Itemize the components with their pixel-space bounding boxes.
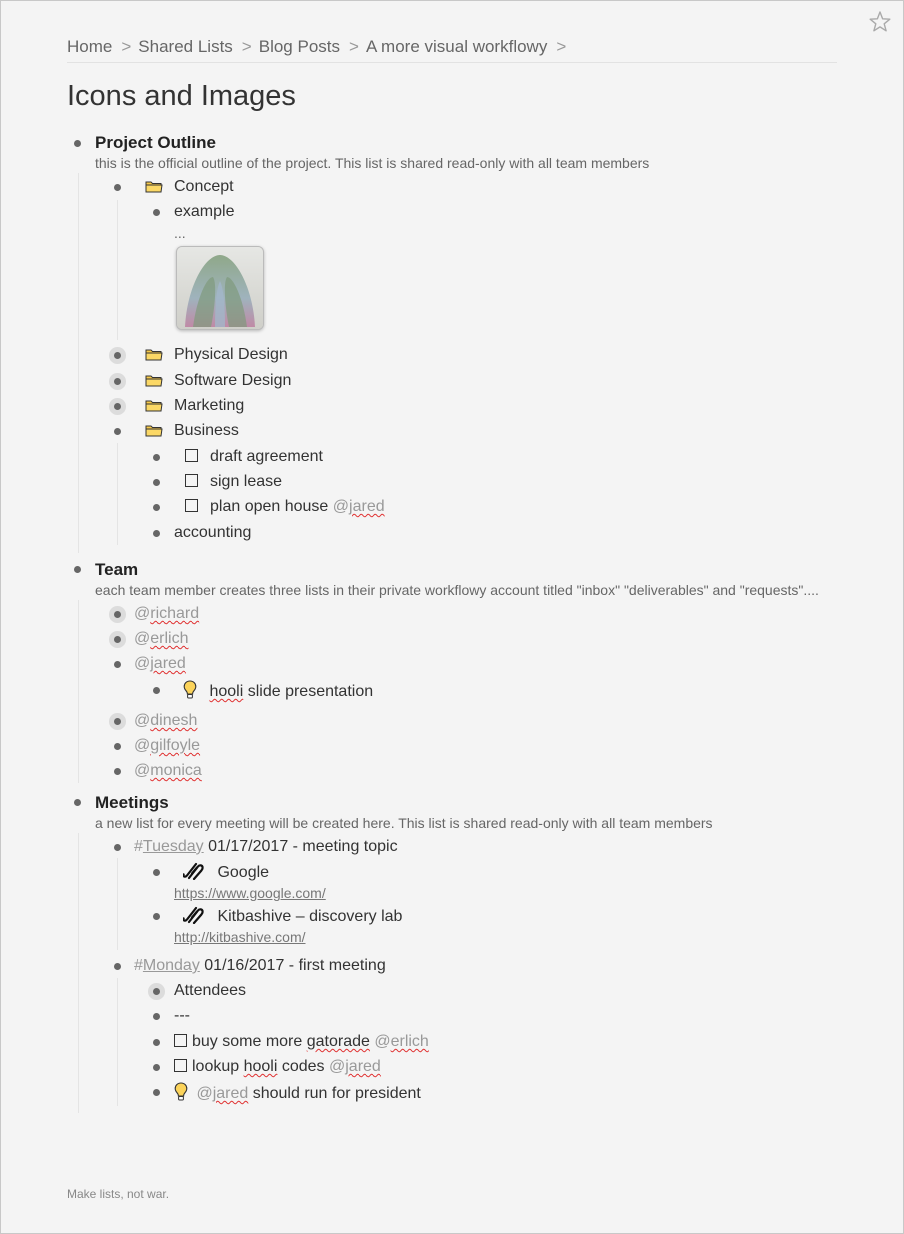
bullet-collapsed[interactable] [114,403,121,410]
bullet[interactable] [153,913,160,920]
bullet[interactable] [153,1039,160,1046]
bullet-collapsed[interactable] [114,378,121,385]
indent-guide [117,200,118,340]
list-item-google[interactable] [183,862,269,882]
item-label: hooli [243,1058,278,1075]
hashtag-monday[interactable]: #Monday [134,957,200,974]
list-item-marketing[interactable] [145,396,244,416]
mention-jared[interactable]: @jared [329,1058,381,1075]
checkbox[interactable] [174,1034,187,1047]
list-item-business[interactable] [145,421,239,441]
folder-icon [145,348,162,360]
item-label: hooli [209,683,244,700]
mention-erlich[interactable]: @erlich [374,1033,429,1050]
lightbulb-icon [174,1082,188,1101]
list-item-president[interactable] [174,1082,421,1102]
item-label: Kitbashive – discovery lab [217,908,403,925]
list-item-team[interactable]: Team [95,560,139,579]
example-image[interactable] [176,246,264,330]
breadcrumb-separator: > [121,37,132,56]
item-label: lookup [192,1058,244,1075]
bullet[interactable] [74,799,81,806]
bullet-collapsed[interactable] [114,636,121,643]
mention-gilfoyle[interactable]: @gilfoyle [134,737,201,754]
bullet-collapsed[interactable] [114,611,121,618]
bullet[interactable] [153,209,160,216]
item-label: draft agreement [210,448,323,465]
list-item-attendees[interactable]: Attendees [174,982,247,999]
folder-icon [145,424,162,436]
mention-erlich[interactable]: @erlich [134,630,189,647]
breadcrumb-separator: > [241,37,252,56]
bullet[interactable] [153,869,160,876]
item-note[interactable]: this is the official outline of the project. This list is shared read-only with all team members [95,155,650,171]
item-label: Business [174,422,239,439]
item-label: sign lease [210,473,283,490]
mention-monica[interactable]: @monica [134,762,202,779]
indent-guide [117,978,118,1106]
list-item-meetings[interactable]: Meetings [95,793,169,812]
paperclip-icon [183,862,205,880]
list-item-project-outline[interactable]: Project Outline [95,133,216,152]
bullet[interactable] [114,428,121,435]
item-label: 01/16/2017 - first meeting [199,957,386,974]
indent-guide [78,600,79,783]
lightbulb-icon [183,680,197,699]
item-label: Software Design [174,372,292,389]
list-item-example[interactable]: example [174,203,235,220]
bullet-collapsed[interactable] [153,988,160,995]
folder-icon [145,180,162,192]
breadcrumb [67,37,837,63]
item-note[interactable]: a new list for every meeting will be created here. This list is shared read-only with all team members [95,815,713,831]
item-label: 01/17/2017 - meeting topic [203,838,398,855]
google-link[interactable]: https://www.google.com/ [174,885,326,901]
list-item-software-design[interactable] [145,371,291,391]
breadcrumb-shared-lists[interactable]: Shared Lists [138,37,233,56]
list-item-hooli-slide[interactable] [183,680,373,700]
bullet[interactable] [114,184,121,191]
item-label: plan open house [210,498,329,515]
star-icon[interactable] [868,10,892,34]
bullet[interactable] [153,687,160,694]
mention-jared[interactable]: @jared [196,1085,249,1102]
page-title: Icons and Images [67,80,296,112]
list-item-accounting[interactable]: accounting [174,524,252,541]
indent-guide [117,443,118,545]
list-item-monday-meeting[interactable] [134,956,386,976]
list-item-sign-lease[interactable] [185,472,282,492]
breadcrumb-separator: > [556,37,567,56]
indent-guide [78,833,79,1113]
mention-jared[interactable]: @jared [134,655,186,672]
list-item-plan-open-house[interactable] [185,497,385,517]
bullet[interactable] [74,140,81,147]
checkbox[interactable] [185,449,198,462]
bullet-collapsed[interactable] [114,718,121,725]
bullet[interactable] [114,844,121,851]
mention-richard[interactable]: @richard [134,605,200,622]
list-item-kitbashive[interactable] [183,906,402,926]
bullet[interactable] [114,743,121,750]
list-item-physical-design[interactable] [145,345,288,365]
footer-tagline: Make lists, not war. [67,1187,170,1201]
list-item-concept[interactable] [145,177,234,197]
bullet[interactable] [114,661,121,668]
list-item-lookup-codes[interactable] [174,1057,381,1077]
checkbox[interactable] [174,1059,187,1072]
item-note[interactable]: ... [174,225,186,241]
breadcrumb-blog-posts[interactable]: Blog Posts [258,37,340,56]
item-note[interactable]: each team member creates three lists in their private workflowy account titled "inbox" "deliverables" and "requests".... [95,582,819,598]
indent-guide [78,173,79,553]
item-label: codes [277,1058,325,1075]
breadcrumb-current[interactable]: A more visual workflowy [365,37,548,56]
bullet[interactable] [153,504,160,511]
bullet[interactable] [153,479,160,486]
folder-icon [145,399,162,411]
item-label: buy some more [192,1033,307,1050]
bullet[interactable] [153,1089,160,1096]
mention-jared[interactable]: @jared [332,498,385,515]
checkbox[interactable] [185,499,198,512]
bullet-collapsed[interactable] [114,352,121,359]
paperclip-icon [183,906,205,924]
item-label: gatorade [306,1033,370,1050]
item-label: Marketing [174,397,245,414]
item-label: Concept [174,178,234,195]
bullet[interactable] [114,768,121,775]
hashtag-tuesday[interactable]: #Tuesday [134,838,204,855]
bullet[interactable] [153,1064,160,1071]
bullet[interactable] [153,1013,160,1020]
folder-icon [145,374,162,386]
list-item-tuesday-meeting[interactable] [134,837,398,857]
bullet[interactable] [153,454,160,461]
mention-dinesh[interactable]: @dinesh [134,712,198,729]
item-label: should run for president [248,1085,421,1102]
item-label: Physical Design [174,346,288,363]
bullet[interactable] [74,566,81,573]
bullet[interactable] [114,963,121,970]
item-label: Google [217,864,270,881]
list-item-draft-agreement[interactable] [185,447,323,467]
item-label: slide presentation [243,683,374,700]
breadcrumb-home[interactable]: Home [67,37,113,56]
breadcrumb-separator: > [349,37,359,56]
checkbox[interactable] [185,474,198,487]
list-item-divider[interactable]: --- [174,1007,190,1024]
kitbashive-link[interactable]: http://kitbashive.com/ [174,929,306,945]
list-item-buy-gatorade[interactable] [174,1032,429,1052]
bullet[interactable] [153,530,160,537]
indent-guide [117,858,118,950]
